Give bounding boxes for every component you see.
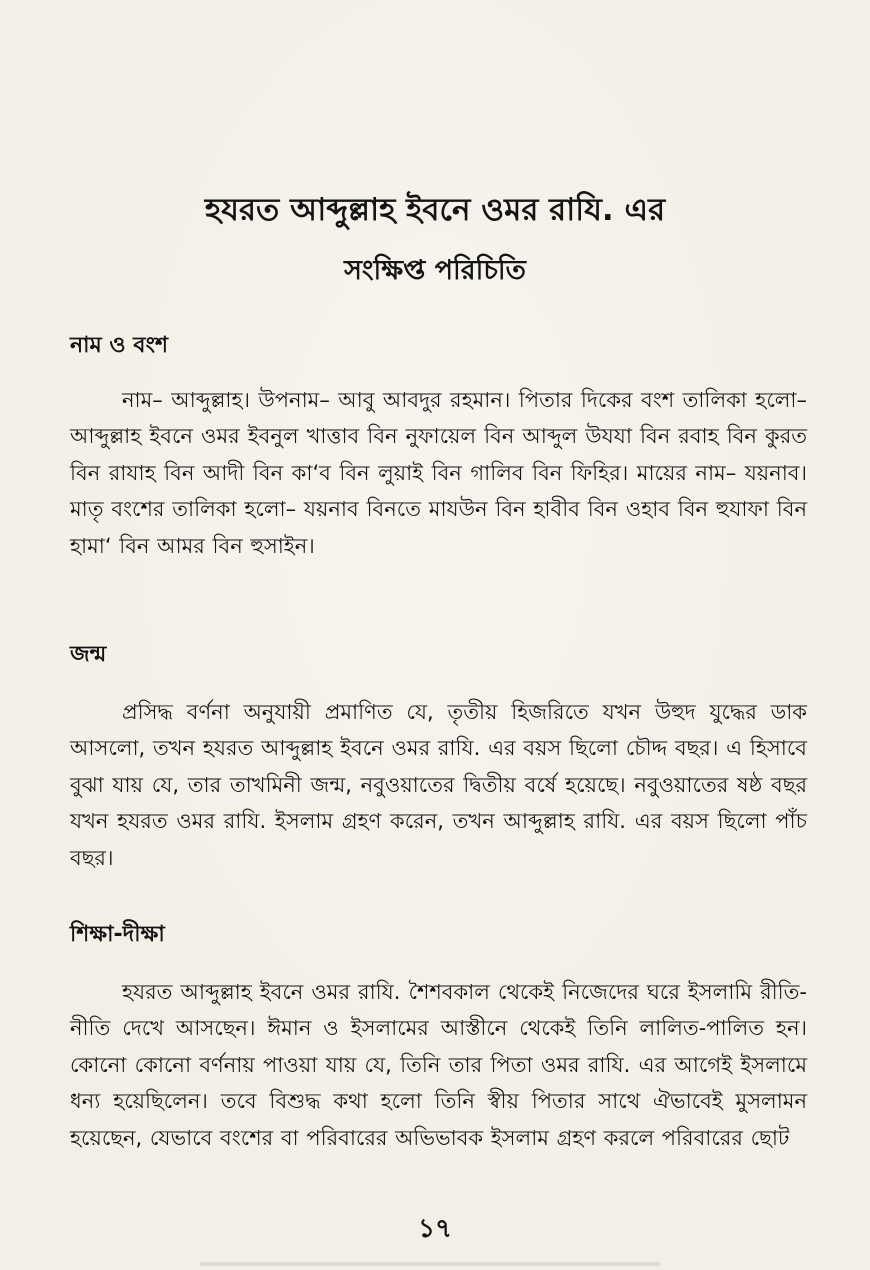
page-number: ১৭ xyxy=(418,1214,452,1244)
page-edge-shadow xyxy=(200,1262,660,1266)
page-title: হযরত আব্দুল্লাহ ইবনে ওমর রাযি. এর xyxy=(204,192,666,228)
section-paragraph-education: হযরত আব্দুল্লাহ ইবনে ওমর রাযি. শৈশবকাল থেকেই নিজেদের ঘরে ইসলামি রীতি-নীতি দেখে আসছেন। ঈমান ও ইসলামের আস্তীনে থেকেই তিনি লালিত-পালিত হন। কোনো কোনো বর্ণনায় পাওয়া যায় যে, তিনি তার পিতা ওমর রাযি. এর আগেই ইসলামে ধন্য হয়েছিলেন। তবে বিশুদ্ধ কথা হলো তিনি স্বীয় পিতার সাথে ঐভাবেই মুসলামন হয়েছেন, যেভাবে বংশের বা পরিবারের অভিভাবক ইসলাম গ্রহণ করলে পরিবারের ছোট xyxy=(70,980,807,1150)
section-paragraph-name-lineage: নাম– আব্দুল্লাহ। উপনাম– আবু আবদুর রহমান। পিতার দিকের বংশ তালিকা হলো– আব্দুল্লাহ ইবনে ওমর ইবনুল খাত্তাব বিন নুফায়েল বিন আব্দুল উযযা বিন রবাহ বিন কুরত বিন রাযাহ বিন আদী বিন কা‘ব বিন লুয়াই বিন গালিব বিন ফিহির। মায়ের নাম– যয়নাব। মাতৃ বংশের তালিকা হলো– যয়নাব বিনতে মাযউন বিন হাবীব বিন ওহাব বিন হুযাফা বিন হামা‘ বিন আমর বিন হুসাইন। xyxy=(70,388,807,558)
section-paragraph-birth: প্রসিদ্ধ বর্ণনা অনুযায়ী প্রমাণিত যে, তৃতীয় হিজরিতে যখন উহুদ যুদ্ধের ডাক আসলো, তখন হযরত আব্দুল্লাহ ইবনে ওমর রাযি. এর বয়স ছিলো চৌদ্দ বছর। এ হিসাবে বুঝা যায় যে, তার তাখমিনী জন্ম, নবুওয়াতের দ্বিতীয় বর্ষে হয়েছে। নবুওয়াতের ষষ্ঠ বছর যখন হযরত ওমর রাযি. ইসলাম গ্রহণ করেন, তখন আব্দুল্লাহ রাযি. এর বয়স ছিলো পাঁচ বছর। xyxy=(70,700,807,870)
section-heading-name-lineage: নাম ও বংশ xyxy=(70,333,168,358)
section-heading-education: শিক্ষা-দীক্ষা xyxy=(70,922,165,947)
page-subtitle: সংক্ষিপ্ত পরিচিতি xyxy=(344,255,526,286)
section-heading-birth: জন্ম xyxy=(70,642,107,667)
